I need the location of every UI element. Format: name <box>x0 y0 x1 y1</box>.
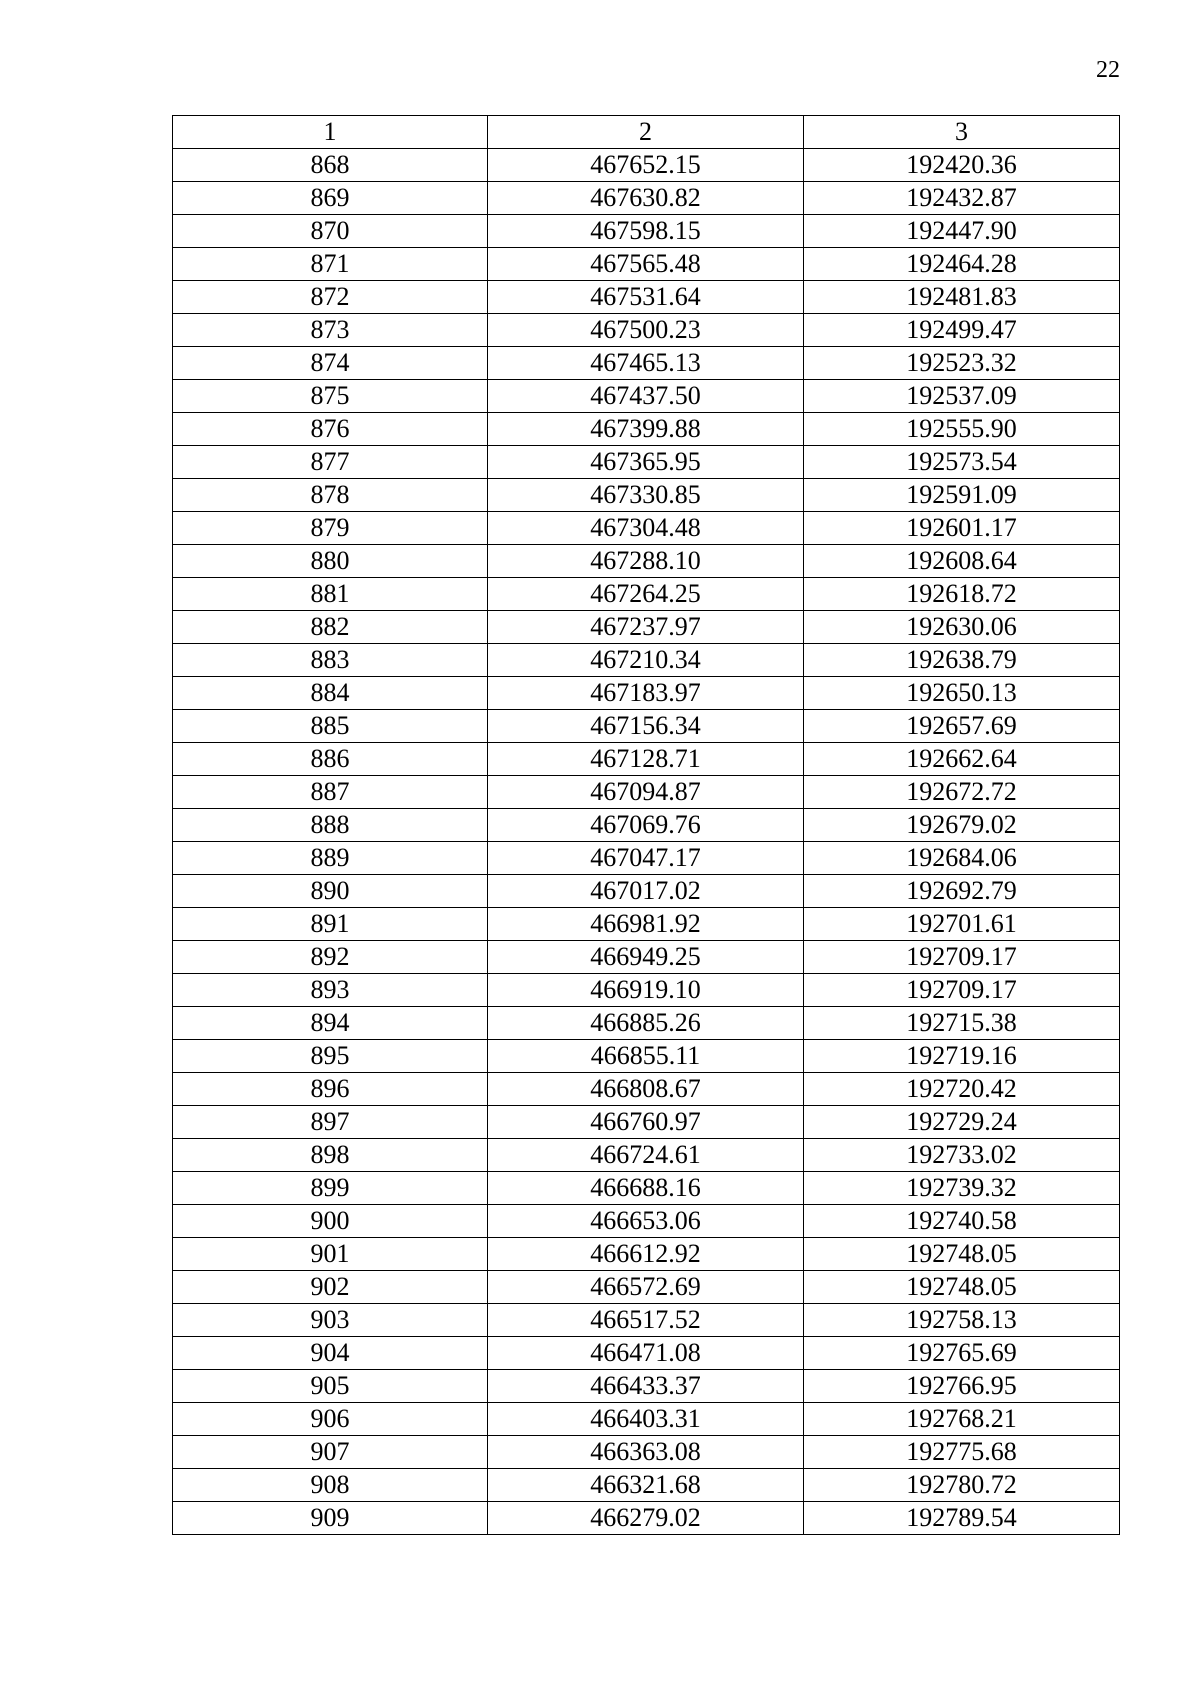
x-coordinate-cell: 467304.48 <box>488 512 804 545</box>
table-row <box>173 479 1120 512</box>
y-coordinate-cell: 192701.61 <box>804 908 1120 941</box>
table-row <box>173 1106 1120 1139</box>
x-coordinate-cell: 467598.15 <box>488 215 804 248</box>
x-coordinate-cell: 466279.02 <box>488 1502 804 1535</box>
x-coordinate-cell: 467069.76 <box>488 809 804 842</box>
x-coordinate-cell: 467047.17 <box>488 842 804 875</box>
point-number-cell: 907 <box>173 1436 488 1469</box>
table-row <box>173 446 1120 479</box>
table-row <box>173 1502 1120 1535</box>
y-coordinate-cell: 192464.28 <box>804 248 1120 281</box>
x-coordinate-cell: 466949.25 <box>488 941 804 974</box>
table-row <box>173 743 1120 776</box>
table-row <box>173 1304 1120 1337</box>
point-number-cell: 892 <box>173 941 488 974</box>
x-coordinate-cell: 467094.87 <box>488 776 804 809</box>
point-number-cell: 901 <box>173 1238 488 1271</box>
table-row <box>173 1337 1120 1370</box>
point-number-cell: 877 <box>173 446 488 479</box>
y-coordinate-cell: 192719.16 <box>804 1040 1120 1073</box>
x-coordinate-cell: 467652.15 <box>488 149 804 182</box>
x-coordinate-cell: 466517.52 <box>488 1304 804 1337</box>
y-coordinate-cell: 192537.09 <box>804 380 1120 413</box>
point-number-cell: 873 <box>173 314 488 347</box>
x-coordinate-cell: 466760.97 <box>488 1106 804 1139</box>
table-row <box>173 248 1120 281</box>
column-header-1: 1 <box>173 116 488 149</box>
point-number-cell: 905 <box>173 1370 488 1403</box>
x-coordinate-cell: 467465.13 <box>488 347 804 380</box>
x-coordinate-cell: 467017.02 <box>488 875 804 908</box>
x-coordinate-cell: 467531.64 <box>488 281 804 314</box>
y-coordinate-cell: 192789.54 <box>804 1502 1120 1535</box>
y-coordinate-cell: 192601.17 <box>804 512 1120 545</box>
point-number-cell: 891 <box>173 908 488 941</box>
point-number-cell: 898 <box>173 1139 488 1172</box>
point-number-cell: 878 <box>173 479 488 512</box>
table-row <box>173 1007 1120 1040</box>
y-coordinate-cell: 192715.38 <box>804 1007 1120 1040</box>
y-coordinate-cell: 192758.13 <box>804 1304 1120 1337</box>
table-row <box>173 182 1120 215</box>
y-coordinate-cell: 192709.17 <box>804 974 1120 1007</box>
x-coordinate-cell: 467156.34 <box>488 710 804 743</box>
y-coordinate-cell: 192780.72 <box>804 1469 1120 1502</box>
table-row <box>173 1205 1120 1238</box>
y-coordinate-cell: 192684.06 <box>804 842 1120 875</box>
x-coordinate-cell: 467128.71 <box>488 743 804 776</box>
point-number-cell: 894 <box>173 1007 488 1040</box>
table-row <box>173 710 1120 743</box>
point-number-cell: 887 <box>173 776 488 809</box>
y-coordinate-cell: 192748.05 <box>804 1271 1120 1304</box>
point-number-cell: 906 <box>173 1403 488 1436</box>
y-coordinate-cell: 192481.83 <box>804 281 1120 314</box>
column-header-2: 2 <box>488 116 804 149</box>
y-coordinate-cell: 192573.54 <box>804 446 1120 479</box>
x-coordinate-cell: 467565.48 <box>488 248 804 281</box>
table-row <box>173 875 1120 908</box>
point-number-cell: 895 <box>173 1040 488 1073</box>
table-body <box>173 149 1120 1535</box>
table-row <box>173 1172 1120 1205</box>
point-number-cell: 882 <box>173 611 488 644</box>
x-coordinate-cell: 466724.61 <box>488 1139 804 1172</box>
y-coordinate-cell: 192499.47 <box>804 314 1120 347</box>
x-coordinate-cell: 466653.06 <box>488 1205 804 1238</box>
x-coordinate-cell: 466981.92 <box>488 908 804 941</box>
table-row <box>173 842 1120 875</box>
point-number-cell: 874 <box>173 347 488 380</box>
point-number-cell: 890 <box>173 875 488 908</box>
x-coordinate-cell: 467237.97 <box>488 611 804 644</box>
point-number-cell: 902 <box>173 1271 488 1304</box>
y-coordinate-cell: 192765.69 <box>804 1337 1120 1370</box>
point-number-cell: 903 <box>173 1304 488 1337</box>
table-row <box>173 809 1120 842</box>
point-number-cell: 899 <box>173 1172 488 1205</box>
y-coordinate-cell: 192555.90 <box>804 413 1120 446</box>
y-coordinate-cell: 192748.05 <box>804 1238 1120 1271</box>
point-number-cell: 871 <box>173 248 488 281</box>
point-number-cell: 885 <box>173 710 488 743</box>
table-row <box>173 215 1120 248</box>
table-row <box>173 1271 1120 1304</box>
y-coordinate-cell: 192692.79 <box>804 875 1120 908</box>
x-coordinate-cell: 466688.16 <box>488 1172 804 1205</box>
y-coordinate-cell: 192432.87 <box>804 182 1120 215</box>
table-row <box>173 314 1120 347</box>
table-row <box>173 1238 1120 1271</box>
point-number-cell: 875 <box>173 380 488 413</box>
x-coordinate-cell: 466919.10 <box>488 974 804 1007</box>
y-coordinate-cell: 192618.72 <box>804 578 1120 611</box>
y-coordinate-cell: 192630.06 <box>804 611 1120 644</box>
table-row <box>173 413 1120 446</box>
table-row <box>173 347 1120 380</box>
y-coordinate-cell: 192662.64 <box>804 743 1120 776</box>
y-coordinate-cell: 192650.13 <box>804 677 1120 710</box>
point-number-cell: 884 <box>173 677 488 710</box>
y-coordinate-cell: 192657.69 <box>804 710 1120 743</box>
x-coordinate-cell: 467210.34 <box>488 644 804 677</box>
table-row <box>173 1139 1120 1172</box>
table-header-row <box>173 116 1120 149</box>
y-coordinate-cell: 192591.09 <box>804 479 1120 512</box>
x-coordinate-cell: 466471.08 <box>488 1337 804 1370</box>
table-row <box>173 941 1120 974</box>
x-coordinate-cell: 466321.68 <box>488 1469 804 1502</box>
point-number-cell: 904 <box>173 1337 488 1370</box>
x-coordinate-cell: 467500.23 <box>488 314 804 347</box>
table-row <box>173 512 1120 545</box>
x-coordinate-cell: 466403.31 <box>488 1403 804 1436</box>
x-coordinate-cell: 466363.08 <box>488 1436 804 1469</box>
point-number-cell: 879 <box>173 512 488 545</box>
table-row <box>173 1040 1120 1073</box>
point-number-cell: 883 <box>173 644 488 677</box>
point-number-cell: 869 <box>173 182 488 215</box>
point-number-cell: 908 <box>173 1469 488 1502</box>
table-row <box>173 1469 1120 1502</box>
coordinates-table <box>172 115 1120 1535</box>
point-number-cell: 880 <box>173 545 488 578</box>
point-number-cell: 893 <box>173 974 488 1007</box>
point-number-cell: 868 <box>173 149 488 182</box>
y-coordinate-cell: 192768.21 <box>804 1403 1120 1436</box>
y-coordinate-cell: 192709.17 <box>804 941 1120 974</box>
y-coordinate-cell: 192638.79 <box>804 644 1120 677</box>
y-coordinate-cell: 192733.02 <box>804 1139 1120 1172</box>
table-row <box>173 545 1120 578</box>
point-number-cell: 896 <box>173 1073 488 1106</box>
table-row <box>173 281 1120 314</box>
y-coordinate-cell: 192775.68 <box>804 1436 1120 1469</box>
y-coordinate-cell: 192447.90 <box>804 215 1120 248</box>
table-row <box>173 611 1120 644</box>
x-coordinate-cell: 467630.82 <box>488 182 804 215</box>
x-coordinate-cell: 466885.26 <box>488 1007 804 1040</box>
point-number-cell: 886 <box>173 743 488 776</box>
table-row <box>173 908 1120 941</box>
x-coordinate-cell: 467183.97 <box>488 677 804 710</box>
y-coordinate-cell: 192720.42 <box>804 1073 1120 1106</box>
table-row <box>173 1436 1120 1469</box>
y-coordinate-cell: 192766.95 <box>804 1370 1120 1403</box>
table-row <box>173 380 1120 413</box>
table-row <box>173 1370 1120 1403</box>
point-number-cell: 872 <box>173 281 488 314</box>
table-row <box>173 578 1120 611</box>
table-row <box>173 677 1120 710</box>
y-coordinate-cell: 192672.72 <box>804 776 1120 809</box>
y-coordinate-cell: 192608.64 <box>804 545 1120 578</box>
page-number: 22 <box>1096 57 1120 83</box>
point-number-cell: 900 <box>173 1205 488 1238</box>
x-coordinate-cell: 466572.69 <box>488 1271 804 1304</box>
table-row <box>173 776 1120 809</box>
column-header-3: 3 <box>804 116 1120 149</box>
point-number-cell: 870 <box>173 215 488 248</box>
table-row <box>173 974 1120 1007</box>
x-coordinate-cell: 467365.95 <box>488 446 804 479</box>
y-coordinate-cell: 192729.24 <box>804 1106 1120 1139</box>
x-coordinate-cell: 467288.10 <box>488 545 804 578</box>
table-row <box>173 1073 1120 1106</box>
table-row <box>173 644 1120 677</box>
x-coordinate-cell: 466808.67 <box>488 1073 804 1106</box>
x-coordinate-cell: 466433.37 <box>488 1370 804 1403</box>
point-number-cell: 909 <box>173 1502 488 1535</box>
y-coordinate-cell: 192523.32 <box>804 347 1120 380</box>
y-coordinate-cell: 192740.58 <box>804 1205 1120 1238</box>
x-coordinate-cell: 467437.50 <box>488 380 804 413</box>
y-coordinate-cell: 192739.32 <box>804 1172 1120 1205</box>
point-number-cell: 897 <box>173 1106 488 1139</box>
x-coordinate-cell: 467264.25 <box>488 578 804 611</box>
y-coordinate-cell: 192420.36 <box>804 149 1120 182</box>
point-number-cell: 881 <box>173 578 488 611</box>
table-row <box>173 149 1120 182</box>
point-number-cell: 889 <box>173 842 488 875</box>
x-coordinate-cell: 466612.92 <box>488 1238 804 1271</box>
x-coordinate-cell: 467330.85 <box>488 479 804 512</box>
table-row <box>173 1403 1120 1436</box>
point-number-cell: 888 <box>173 809 488 842</box>
point-number-cell: 876 <box>173 413 488 446</box>
y-coordinate-cell: 192679.02 <box>804 809 1120 842</box>
x-coordinate-cell: 467399.88 <box>488 413 804 446</box>
x-coordinate-cell: 466855.11 <box>488 1040 804 1073</box>
